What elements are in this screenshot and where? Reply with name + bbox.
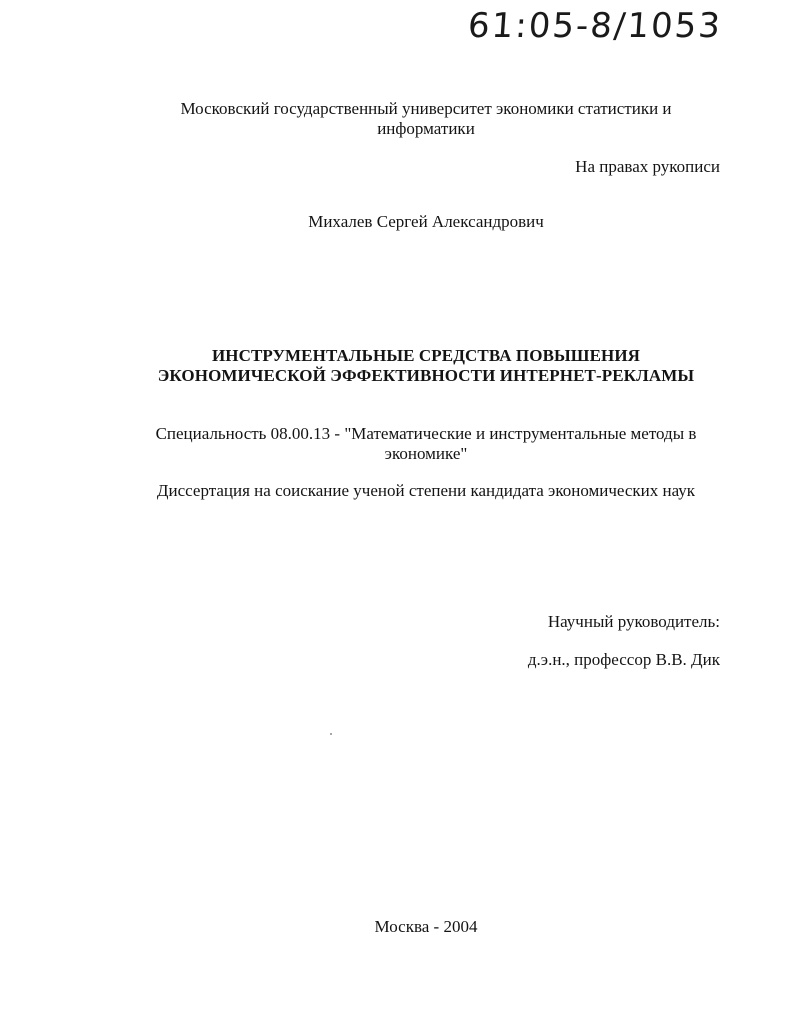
university-name-line1: Московский государственный университет экономики статистики и [180,99,672,118]
supervisor-label: Научный руководитель: [547,612,720,631]
thesis-title-line2: ЭКОНОМИЧЕСКОЙ ЭФФЕКТИВНОСТИ ИНТЕРНЕТ-РЕКЛАМЫ [157,366,695,385]
author-name: Михалев Сергей Александрович [308,212,544,231]
specialty-line2: экономике" [384,444,468,463]
university-name-line2: информатики [377,119,475,138]
city-year: Москва - 2004 [374,917,478,936]
specialty-line1: Специальность 08.00.13 - "Математические и инструментальные методы в [155,424,697,443]
rights-note: На правах рукописи [575,157,720,176]
degree-statement: Диссертация на соискание ученой степени кандидата экономических наук [156,481,696,500]
handwritten-archive-code: 61:05-8/1053 [466,6,724,46]
scan-speck [330,733,332,735]
supervisor-name: д.э.н., профессор В.В. Дик [527,650,720,669]
thesis-title-line1: ИНСТРУМЕНТАЛЬНЫЕ СРЕДСТВА ПОВЫШЕНИЯ [211,346,641,365]
